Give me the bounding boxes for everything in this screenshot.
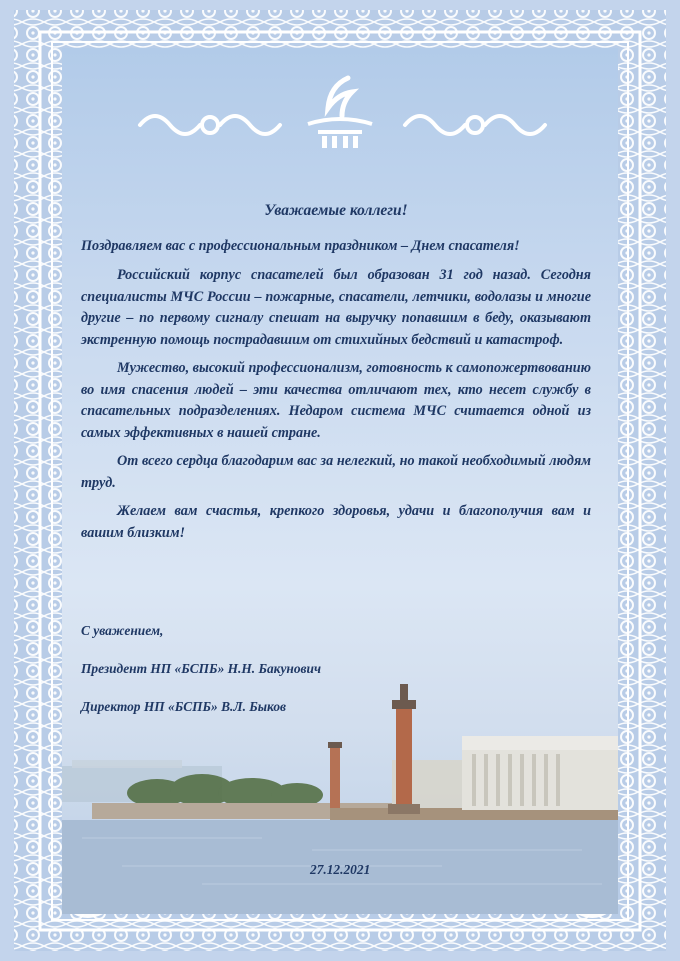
paragraph-3: От всего сердца благодарим вас за нелегкий, но такой необходимый людям труд. xyxy=(81,453,591,491)
signature-director: Директор НП «БСПБ» В.Л. Быков xyxy=(81,699,287,714)
paragraph-1: Российский корпус спасателей был образован 31 год назад. Сегодня специалисты МЧС России – пожарные, спасатели, летчики, водолазы и многие другие – по первому сигналу спешат на выручку попавшим в беду, оказывают экстренную помощь пострадавшим от стихийных бедствий и катастроф. xyxy=(81,267,591,348)
paragraph-4: Желаем вам счастья, крепкого здоровья, удачи и благополучия вам и вашим близким! xyxy=(81,503,591,541)
ornament-left xyxy=(130,105,290,145)
emblem-logo xyxy=(300,72,380,152)
letter-text xyxy=(81,200,591,551)
paragraph-2: Мужество, высокий профессионализм, готовность к самопожертвованию во имя спасения людей – эти качества отличают тех, кто несет службу в спасательных подразделениях. Недаром система МЧС считается одной из самых эффективных в нашей стране. xyxy=(81,360,591,441)
letter-date: 27.12.2021 xyxy=(310,862,371,877)
ornament-right xyxy=(395,105,555,145)
closing: С уважением, xyxy=(81,623,164,638)
greeting-heading: Уважаемые коллеги! xyxy=(264,202,408,219)
lead-paragraph: Поздравляем вас с профессиональным праздником – Днем спасателя! xyxy=(81,237,520,254)
signature-president: Президент НП «БСПБ» Н.Н. Бакунович xyxy=(81,661,322,676)
